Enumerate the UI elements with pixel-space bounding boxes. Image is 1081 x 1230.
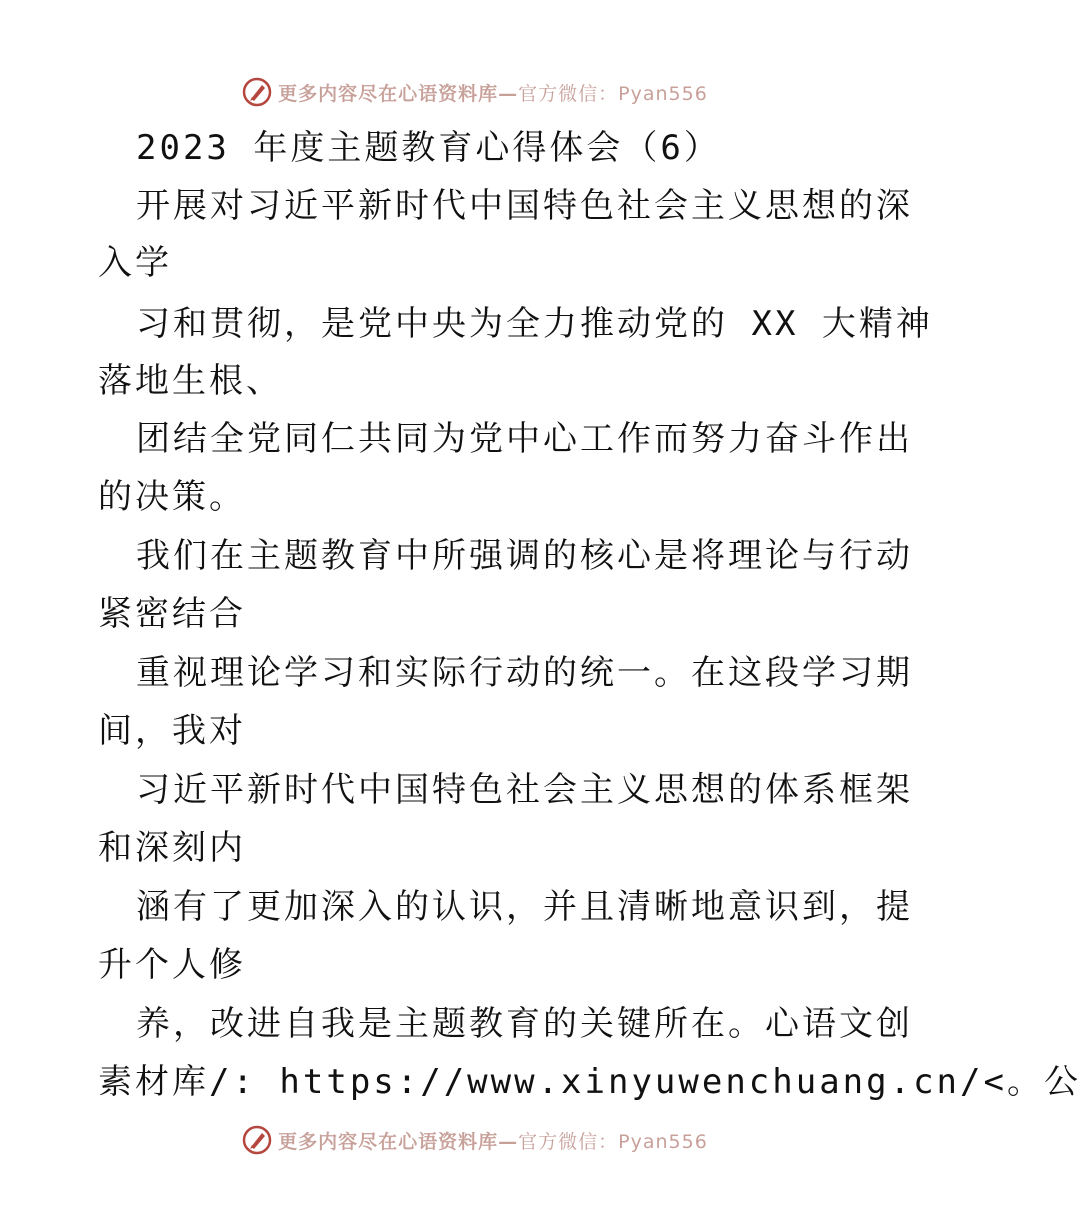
footer-dash: — <box>498 1130 519 1153</box>
text-line: 间，我对 <box>98 711 246 751</box>
text-line: 重视理论学习和实际行动的统一。在这段学习期 <box>136 653 913 693</box>
header-site-text: 更多内容尽在心语资料库 <box>278 82 499 105</box>
text-line: 养，改进自我是主题教育的关键所在。心语文创 <box>136 1004 913 1044</box>
text-line: 的决策。 <box>98 477 246 517</box>
text-line: 升个人修 <box>98 945 246 985</box>
text-line: 涵有了更加深入的认识，并且清晰地意识到，提 <box>136 887 913 927</box>
footer-banner-text <box>278 1127 708 1154</box>
text-line: 入学 <box>98 243 172 283</box>
footer-site-text: 更多内容尽在心语资料库 <box>278 1130 499 1153</box>
text-line: 紧密结合 <box>98 594 246 634</box>
text-line: 团结全党同仁共同为党中心工作而努力奋斗作出 <box>136 419 913 459</box>
text-line: 我们在主题教育中所强调的核心是将理论与行动 <box>136 536 913 576</box>
text-line: 落地生根、 <box>98 361 283 401</box>
document-title: 2023 年度主题教育心得体会（6） <box>136 128 721 168</box>
footer-banner <box>0 1120 950 1160</box>
text-line: 和深刻内 <box>98 828 246 868</box>
footer-wechat-text: 官方微信：Pyan556 <box>518 1130 708 1153</box>
header-wechat-text: 官方微信：Pyan556 <box>518 82 708 105</box>
quill-pen-logo-icon <box>242 1125 272 1155</box>
text-line: 开展对习近平新时代中国特色社会主义思想的深 <box>136 186 913 226</box>
text-line: 习近平新时代中国特色社会主义思想的体系框架 <box>136 770 913 810</box>
text-line: 习和贯彻，是党中央为全力推动党的 XX 大精神 <box>136 304 933 344</box>
text-line: 素材库/: https://www.xinyuwenchuang.cn/<。公 <box>98 1062 1081 1102</box>
header-dash: — <box>498 82 519 105</box>
